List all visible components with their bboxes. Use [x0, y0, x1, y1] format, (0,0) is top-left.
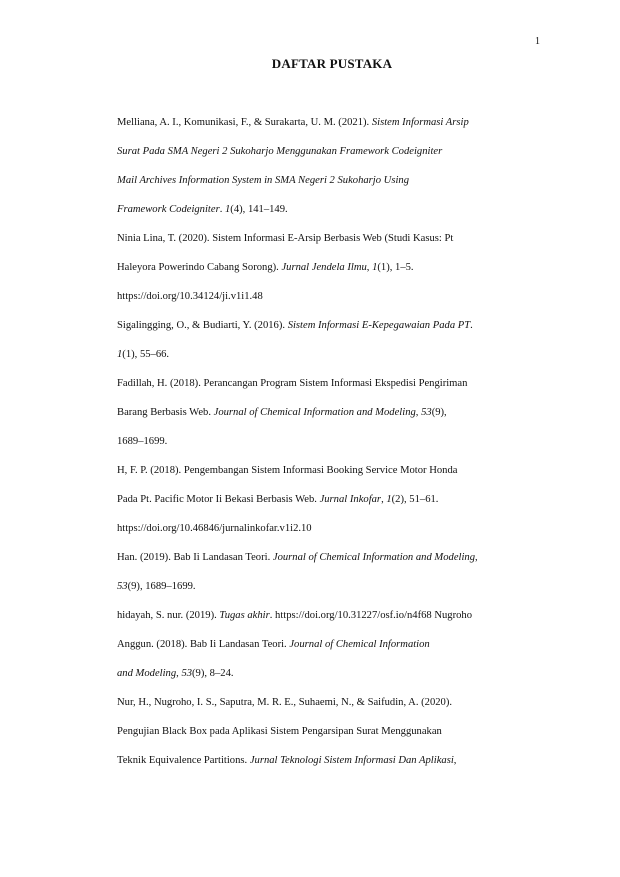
- reference-entry: [117, 543, 557, 601]
- reference-line: [117, 253, 557, 282]
- reference-text: (4), 141–149.: [230, 204, 288, 215]
- reference-line: [117, 311, 557, 340]
- reference-line: [117, 456, 557, 485]
- reference-italic-text: 53: [181, 668, 193, 679]
- reference-italic-text: Surat Pada SMA Negeri 2 Sukoharjo Menggunakan Framework Codeigniter: [117, 146, 443, 157]
- reference-entry: [117, 456, 557, 543]
- reference-line: [117, 398, 557, 427]
- reference-italic-text: 53: [421, 407, 432, 418]
- reference-italic-text: Journal of Chemical Information and Modeling: [272, 552, 476, 563]
- reference-entry: [117, 369, 557, 456]
- reference-line: [117, 514, 557, 543]
- reference-italic-text: and Modeling: [117, 668, 177, 679]
- reference-text: ,: [366, 262, 373, 273]
- reference-entry: [117, 108, 557, 224]
- reference-text: https://doi.org/10.34124/ji.v1i1.48: [117, 291, 263, 302]
- reference-italic-text: 1: [117, 349, 123, 360]
- reference-italic-text: 1: [225, 204, 231, 215]
- reference-line: [117, 572, 557, 601]
- page-title: DAFTAR PUSTAKA: [271, 56, 393, 71]
- reference-line: [117, 340, 557, 369]
- reference-italic-text: Journal of Chemical Information and Modeling: [213, 407, 416, 418]
- reference-text: 1689–1699.: [117, 436, 168, 447]
- reference-text: Han. (2019). Bab Ii Landasan Teori.: [117, 552, 273, 563]
- reference-text: (9),: [431, 407, 447, 418]
- reference-text: (1), 1–5.: [377, 262, 414, 273]
- reference-line: [117, 688, 557, 717]
- reference-entry: [117, 688, 557, 775]
- reference-line: [117, 166, 557, 195]
- reference-list: [117, 108, 557, 775]
- reference-text: Barang Berbasis Web.: [117, 407, 214, 418]
- reference-text: ,: [381, 494, 387, 505]
- reference-text: (2), 51–61.: [391, 494, 439, 505]
- reference-text: Ninia Lina, T. (2020). Sistem Informasi E-Arsip Berbasis Web (Studi Kasus: Pt: [117, 233, 454, 244]
- reference-line: [117, 195, 557, 224]
- reference-line: [117, 746, 557, 775]
- reference-line: [117, 108, 557, 137]
- reference-text: .: [219, 204, 225, 215]
- reference-text: ,: [415, 407, 422, 418]
- reference-italic-text: Framework Codeigniter: [117, 204, 220, 215]
- reference-text: Fadillah, H. (2018). Perancangan Program Sistem Informasi Ekspedisi Pengiriman: [117, 378, 468, 389]
- reference-text: ,: [176, 668, 182, 679]
- reference-line: [117, 427, 557, 456]
- reference-entry: [117, 311, 557, 369]
- reference-italic-text: Sistem Informasi Arsip: [371, 117, 469, 128]
- reference-text: hidayah, S. nur. (2019).: [117, 610, 220, 621]
- reference-italic-text: 1: [386, 494, 392, 505]
- reference-text: .: [470, 320, 473, 331]
- page-number: 1: [535, 36, 540, 47]
- reference-line: [117, 630, 557, 659]
- reference-text: (9), 8–24.: [192, 668, 234, 679]
- reference-text: Anggun. (2018). Bab Ii Landasan Teori.: [117, 639, 290, 650]
- reference-line: [117, 717, 557, 746]
- reference-text: Teknik Equivalence Partitions.: [117, 755, 250, 766]
- reference-text: (9), 1689–1699.: [127, 581, 196, 592]
- reference-italic-text: Jurnal Teknologi Sistem Informasi Dan Aplikasi: [249, 755, 454, 766]
- reference-italic-text: Tugas akhir: [219, 610, 270, 621]
- reference-text: ,: [453, 755, 457, 766]
- reference-line: [117, 485, 557, 514]
- reference-italic-text: Jurnal Jendela Ilmu: [281, 262, 367, 273]
- reference-italic-text: Mail Archives Information System in SMA Negeri 2 Sukoharjo Using: [117, 175, 409, 186]
- reference-italic-text: Journal of Chemical Information: [289, 639, 430, 650]
- reference-text: (1), 55–66.: [122, 349, 170, 360]
- reference-entry: [117, 630, 557, 688]
- reference-text: Nur, H., Nugroho, I. S., Saputra, M. R. E., Suhaemi, N., & Saifudin, A. (2020).: [117, 697, 453, 708]
- reference-entry: [117, 601, 557, 630]
- reference-italic-text: 53: [117, 581, 128, 592]
- reference-text: Haleyora Powerindo Cabang Sorong).: [117, 262, 282, 273]
- reference-text: https://doi.org/10.46846/jurnalinkofar.v1i2.10: [117, 523, 312, 534]
- reference-line: [117, 137, 557, 166]
- reference-text: Pengujian Black Box pada Aplikasi Sistem Pengarsipan Surat Menggunakan: [117, 726, 442, 737]
- reference-line: [117, 369, 557, 398]
- reference-text: Melliana, A. I., Komunikasi, F., & Surakarta, U. M. (2021).: [117, 117, 372, 128]
- reference-line: [117, 601, 557, 630]
- reference-line: [117, 659, 557, 688]
- reference-italic-text: Jurnal Inkofar: [319, 494, 382, 505]
- reference-text: Sigalingging, O., & Budiarti, Y. (2016).: [117, 320, 288, 331]
- reference-text: ,: [475, 552, 478, 563]
- reference-italic-text: 1: [372, 262, 378, 273]
- reference-text: H, F. P. (2018). Pengembangan Sistem Informasi Booking Service Motor Honda: [117, 465, 458, 476]
- reference-text: Pada Pt. Pacific Motor Ii Bekasi Berbasis Web.: [117, 494, 320, 505]
- reference-line: [117, 543, 557, 572]
- reference-line: [117, 282, 557, 311]
- reference-line: [117, 224, 557, 253]
- reference-text: . https://doi.org/10.31227/osf.io/n4f68 Nugroho: [269, 610, 473, 621]
- reference-italic-text: Sistem Informasi E-Kepegawaian Pada PT: [287, 320, 471, 331]
- reference-entry: [117, 224, 557, 311]
